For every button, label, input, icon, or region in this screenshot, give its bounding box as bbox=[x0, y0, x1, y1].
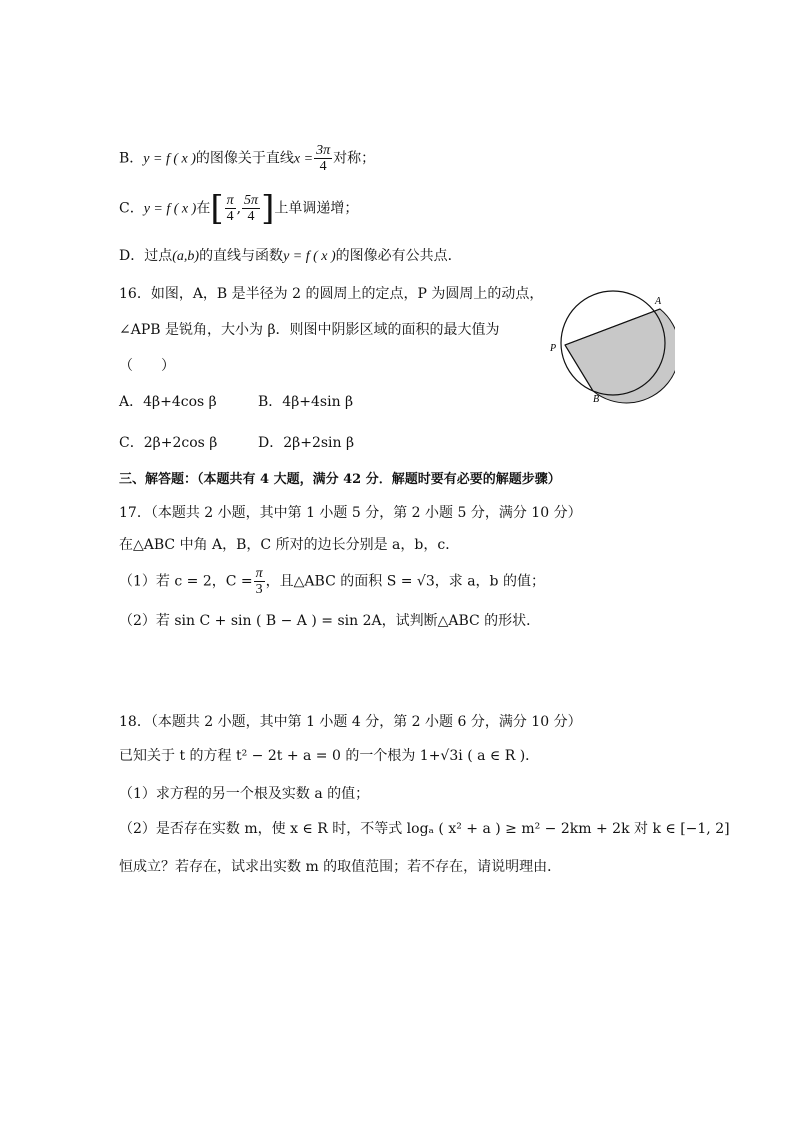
q16-line1: 16．如图，A，B 是半径为 2 的圆周上的定点，P 为圆周上的动点， bbox=[119, 286, 544, 302]
q18-part1: （1）求方程的另一个根及实数 a 的值； bbox=[119, 786, 370, 802]
q17-head: 17．（本题共 2 小题，其中第 1 小题 5 分，第 2 小题 5 分，满分 10 分） bbox=[119, 505, 582, 521]
q16-option-a: A．4β+4cos β bbox=[119, 394, 217, 410]
q16-line2: ∠APB 是锐角，大小为 β．则图中阴影区域的面积的最大值为 bbox=[119, 322, 500, 338]
q16-option-b: B．4β+4sin β bbox=[258, 394, 354, 410]
q17-intro: 在△ABC 中角 A，B，C 所对的边长分别是 a，b，c． bbox=[119, 537, 460, 553]
fraction-3pi-4: $\frac{3\pi}{4}$ bbox=[316, 143, 331, 174]
q18-head: 18．（本题共 2 小题，其中第 1 小题 4 分，第 2 小题 6 分，满分 10 分） bbox=[119, 714, 582, 730]
q18-part2-cont: 恒成立？若存在，试求出实数 m 的取值范围；若不存在，请说明理由． bbox=[119, 859, 562, 875]
q16-paren: （ ） bbox=[119, 358, 175, 374]
shaded-region bbox=[565, 309, 675, 403]
q18-intro: 已知关于 t 的方程 t² − 2t + a = 0 的一个根为 1+√3i ( a ∈ R )． bbox=[119, 748, 540, 764]
q16-option-d: D．2β+2sin β bbox=[258, 435, 355, 451]
circle-figure bbox=[545, 288, 675, 408]
q16-option-c: C．2β+2cos β bbox=[119, 435, 218, 451]
q17-part1: （1）若 c = 2，C = $\frac{\pi}{3}$ ，且△ABC 的面积 S = √3，求 a，b 的值； bbox=[119, 566, 545, 597]
option-b: B．y = f ( x )的图像关于直线x = $\frac{3\pi}{4}$ 对称； bbox=[119, 143, 376, 174]
section-3-header: 三、解答题：（本题共有 4 大题，满分 42 分．解题时要有必要的解题步骤） bbox=[119, 472, 561, 487]
q18-part2: （2）是否存在实数 m，使 x ∈ R 时，不等式 logₐ ( x² + a ) ≥ m² − 2km + 2k 对 k ∈ [−1, 2] bbox=[119, 821, 730, 837]
label-a: A bbox=[655, 296, 662, 307]
label-b: B bbox=[593, 394, 600, 405]
option-d: D．过点(a,b)的直线与函数y = f ( x )的图像必有公共点． bbox=[119, 248, 462, 264]
option-c: C．y = f ( x )在[ $\frac{\pi}{4}$ , $\frac{5\pi}{4}$ ]上单调递增； bbox=[119, 188, 359, 229]
label-p: P bbox=[550, 343, 557, 354]
q17-part2: （2）若 sin C + sin ( B − A ) = sin 2A，试判断△ABC 的形状． bbox=[119, 613, 541, 629]
